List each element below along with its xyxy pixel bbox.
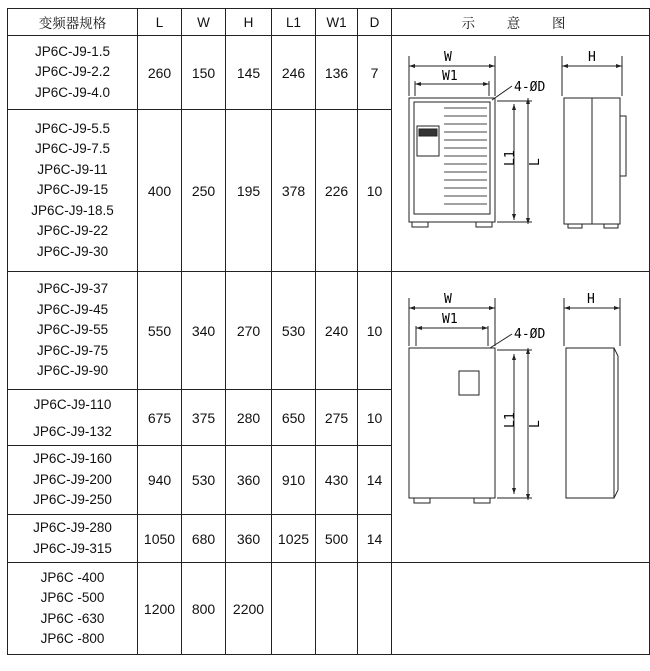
cell-l1: 530 <box>272 272 316 390</box>
cell-w: 375 <box>182 390 226 446</box>
model-name: JP6C -400 <box>40 569 105 585</box>
cell-w: 250 <box>182 110 226 272</box>
table-row <box>8 272 650 390</box>
mounting-foot <box>474 498 490 503</box>
cell-d: 10 <box>358 272 392 390</box>
cell-l: 550 <box>138 272 182 390</box>
header-row <box>8 9 650 36</box>
cell-d: 7 <box>358 36 392 110</box>
label-hole: 4-ØD <box>514 80 546 95</box>
header-w: W <box>182 9 226 36</box>
cell-h: 360 <box>226 515 272 563</box>
side-foot <box>604 224 618 228</box>
model-name: JP6C-J9-160 <box>33 451 112 467</box>
model-name: JP6C-J9-45 <box>36 301 109 317</box>
cell-l: 675 <box>138 390 182 446</box>
diagram-large <box>392 272 650 563</box>
side-body <box>566 348 614 498</box>
cell-h: 280 <box>226 390 272 446</box>
side-edge <box>614 490 618 498</box>
mounting-foot <box>412 222 428 227</box>
model-list <box>8 446 138 515</box>
cell-l: 1200 <box>138 563 182 655</box>
cell-w1 <box>316 563 358 655</box>
cell-l: 400 <box>138 110 182 272</box>
cell-h: 2200 <box>226 563 272 655</box>
model-name: JP6C-J9-11 <box>37 161 108 177</box>
label-l1: L1 <box>503 411 518 428</box>
cell-w: 530 <box>182 446 226 515</box>
cell-w1: 275 <box>316 390 358 446</box>
label-l1: L1 <box>503 150 518 166</box>
model-list <box>8 390 138 446</box>
label-l: L <box>528 419 543 428</box>
side-protrusion <box>620 116 626 176</box>
model-name: JP6C-J9-250 <box>33 492 112 508</box>
cell-l1: 650 <box>272 390 316 446</box>
label-h: H <box>588 50 596 65</box>
display-window <box>419 129 437 136</box>
small-inverter-drawing <box>392 36 649 268</box>
header-diagram: 示 意 图 <box>392 9 650 36</box>
model-name: JP6C-J9-315 <box>33 540 112 556</box>
side-edge <box>614 348 618 356</box>
diagram-small <box>392 36 650 272</box>
cell-l1: 378 <box>272 110 316 272</box>
cell-h: 195 <box>226 110 272 272</box>
model-name: JP6C-J9-90 <box>36 363 109 379</box>
header-h: H <box>226 9 272 36</box>
label-w1: W1 <box>442 69 458 84</box>
cell-h: 145 <box>226 36 272 110</box>
model-name: JP6C-J9-37 <box>36 281 109 297</box>
cell-d <box>358 563 392 655</box>
cell-l: 1050 <box>138 515 182 563</box>
header-l: L <box>138 9 182 36</box>
model-name: JP6C -800 <box>40 631 105 646</box>
cell-w: 340 <box>182 272 226 390</box>
cell-w1: 240 <box>316 272 358 390</box>
cell-d: 14 <box>358 515 392 563</box>
header-spec: 变频器规格 <box>8 9 138 36</box>
table-row <box>8 563 650 655</box>
cell-w: 680 <box>182 515 226 563</box>
side-foot <box>568 224 582 228</box>
mounting-foot <box>476 222 492 227</box>
front-body <box>409 98 495 222</box>
mounting-foot <box>414 498 430 503</box>
hole-leader <box>490 334 512 348</box>
cell-d: 10 <box>358 110 392 272</box>
cell-d: 14 <box>358 446 392 515</box>
cell-w1: 430 <box>316 446 358 515</box>
model-name: JP6C-J9-280 <box>33 520 112 535</box>
label-l: L <box>528 158 543 166</box>
model-name: JP6C-J9-5.5 <box>34 120 111 136</box>
header-d: D <box>358 9 392 36</box>
model-list <box>8 272 138 390</box>
cell-w: 800 <box>182 563 226 655</box>
model-name: JP6C-J9-15 <box>36 182 109 198</box>
model-name: JP6C-J9-132 <box>33 423 112 439</box>
cell-l: 940 <box>138 446 182 515</box>
model-name: JP6C-J9-1.5 <box>34 43 111 59</box>
cell-l: 260 <box>138 36 182 110</box>
cell-h: 270 <box>226 272 272 390</box>
model-list <box>8 36 138 110</box>
label-w: W <box>444 291 452 307</box>
model-name: JP6C-J9-22 <box>36 223 109 239</box>
cell-l1: 1025 <box>272 515 316 563</box>
cell-w1: 226 <box>316 110 358 272</box>
model-name: JP6C -500 <box>40 590 105 605</box>
diagram-empty <box>392 563 650 655</box>
cell-h: 360 <box>226 446 272 515</box>
header-w1: W1 <box>316 9 358 36</box>
cell-l1: 246 <box>272 36 316 110</box>
model-list <box>8 563 138 655</box>
model-name: JP6C-J9-18.5 <box>31 202 114 218</box>
label-hole: 4-ØD <box>514 326 546 342</box>
model-list <box>8 515 138 563</box>
cell-l1 <box>272 563 316 655</box>
front-panel <box>414 102 490 214</box>
model-name: JP6C-J9-30 <box>36 243 109 259</box>
cell-d: 10 <box>358 390 392 446</box>
table-row <box>8 36 650 110</box>
cell-w1: 136 <box>316 36 358 110</box>
dimension-table <box>7 8 650 655</box>
model-name: JP6C-J9-200 <box>33 471 112 487</box>
model-name: JP6C-J9-4.0 <box>34 84 111 100</box>
front-body <box>409 348 495 498</box>
keypad-window <box>459 371 479 395</box>
label-w1: W1 <box>442 311 458 327</box>
model-list <box>8 110 138 272</box>
model-name: JP6C-J9-110 <box>33 396 112 412</box>
model-name: JP6C-J9-75 <box>36 342 109 358</box>
large-inverter-drawing <box>392 276 649 556</box>
cell-l1: 910 <box>272 446 316 515</box>
label-h: H <box>587 291 595 307</box>
label-w: W <box>444 50 452 65</box>
cell-w: 150 <box>182 36 226 110</box>
model-name: JP6C-J9-55 <box>36 322 109 338</box>
cell-w1: 500 <box>316 515 358 563</box>
model-name: JP6C-J9-2.2 <box>34 64 111 80</box>
model-name: JP6C-J9-7.5 <box>34 141 111 157</box>
header-l1: L1 <box>272 9 316 36</box>
model-name: JP6C -630 <box>40 610 105 626</box>
